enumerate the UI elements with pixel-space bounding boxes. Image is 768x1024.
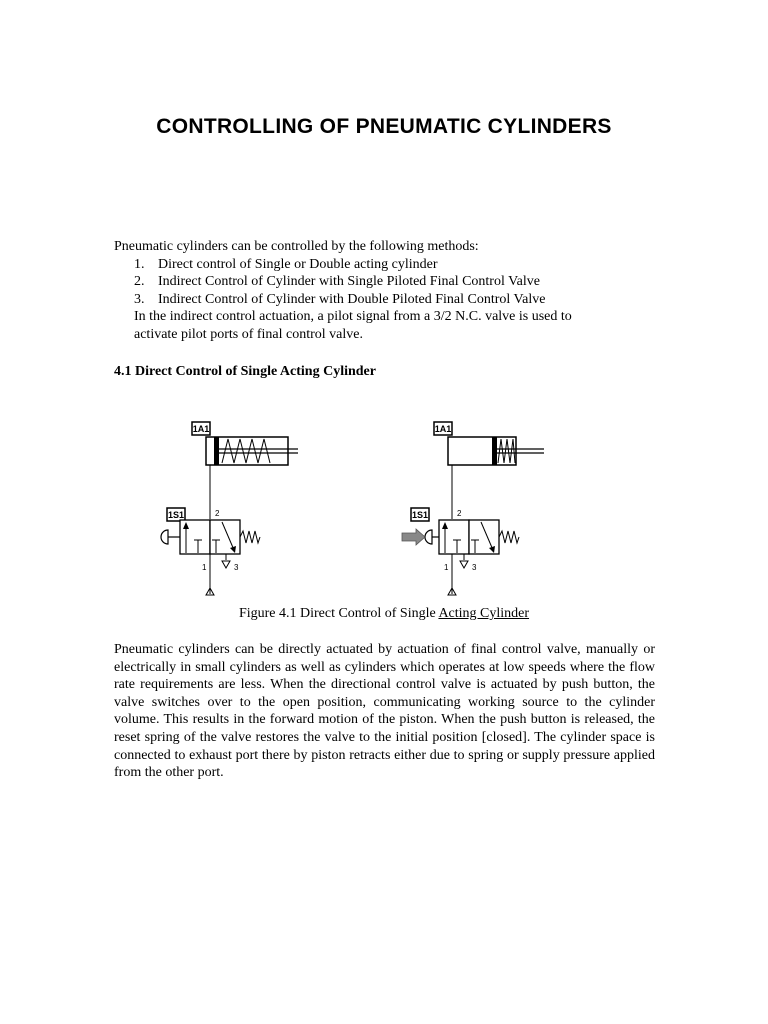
exhaust-icon bbox=[222, 561, 230, 568]
cylinder-tag: 1A1 bbox=[434, 424, 452, 434]
methods-list bbox=[114, 256, 674, 309]
intro-lead: Pneumatic cylinders can be controlled by the following methods: bbox=[114, 239, 479, 254]
port-2-label: 2 bbox=[457, 509, 462, 518]
diagram-rest-state bbox=[150, 412, 310, 602]
valve-tag: 1S1 bbox=[411, 510, 429, 520]
port-1-label: 1 bbox=[202, 563, 207, 572]
pneumatic-circuit-rest bbox=[150, 412, 310, 602]
port-3-label: 3 bbox=[234, 563, 239, 572]
port-3-label: 3 bbox=[472, 563, 477, 572]
exhaust-icon bbox=[460, 561, 468, 568]
method-item: 2. Indirect Control of Cylinder with Single Piloted Final Control Valve bbox=[134, 274, 540, 290]
diagram-actuated-state bbox=[394, 412, 554, 602]
cylinder-tag: 1A1 bbox=[192, 424, 210, 434]
intro-block bbox=[114, 238, 674, 344]
pneumatic-circuit-actuated bbox=[394, 412, 554, 602]
port-1-label: 1 bbox=[444, 563, 449, 572]
caption-underlined: Acting Cylinder bbox=[438, 606, 530, 621]
method-item: 3. Indirect Control of Cylinder with Double Piloted Final Control Valve bbox=[134, 291, 546, 307]
piston bbox=[492, 437, 497, 465]
valve-tag: 1S1 bbox=[167, 510, 185, 520]
caption-main: Figure 4.1 Direct Control of Single bbox=[238, 606, 436, 621]
valve-position-a bbox=[439, 520, 469, 554]
push-button-icon bbox=[161, 530, 168, 544]
indirect-note-line2: activate pilot ports of final control valve. bbox=[134, 326, 363, 342]
push-button-icon bbox=[425, 530, 432, 544]
section-heading: 4.1 Direct Control of Single Acting Cylinder bbox=[114, 364, 376, 379]
piston bbox=[214, 437, 219, 465]
valve-position-a bbox=[180, 520, 210, 554]
body-paragraph: Pneumatic cylinders can be directly actuated by actuation of final control valve, manually or electrically in small cylinders as well as cylinders which operates at low speeds where the flow rate requirements are less. When the directional control valve is actuated by push button, the valve switches over to the open position, communicating working source to the cylinder volume. This results in the forward motion of the piston. When the push button is released, the reset spring of the valve restores the valve to the initial position [closed]. The cylinder space is connected to exhaust port there by piston retracts either due to spring or supply pressure applied from the other port. bbox=[114, 642, 655, 781]
port-2-label: 2 bbox=[215, 509, 220, 518]
indirect-note-line1: In the indirect control actuation, a pilot signal from a 3/2 N.C. valve is used to bbox=[134, 309, 572, 325]
method-item: 1. Direct control of Single or Double acting cylinder bbox=[134, 256, 438, 272]
page-title: CONTROLLING OF PNEUMATIC CYLINDERS bbox=[156, 115, 612, 138]
return-spring-icon bbox=[240, 531, 260, 543]
figure-caption bbox=[0, 606, 768, 622]
return-spring-icon bbox=[499, 531, 519, 543]
actuation-arrow-icon bbox=[402, 529, 425, 545]
